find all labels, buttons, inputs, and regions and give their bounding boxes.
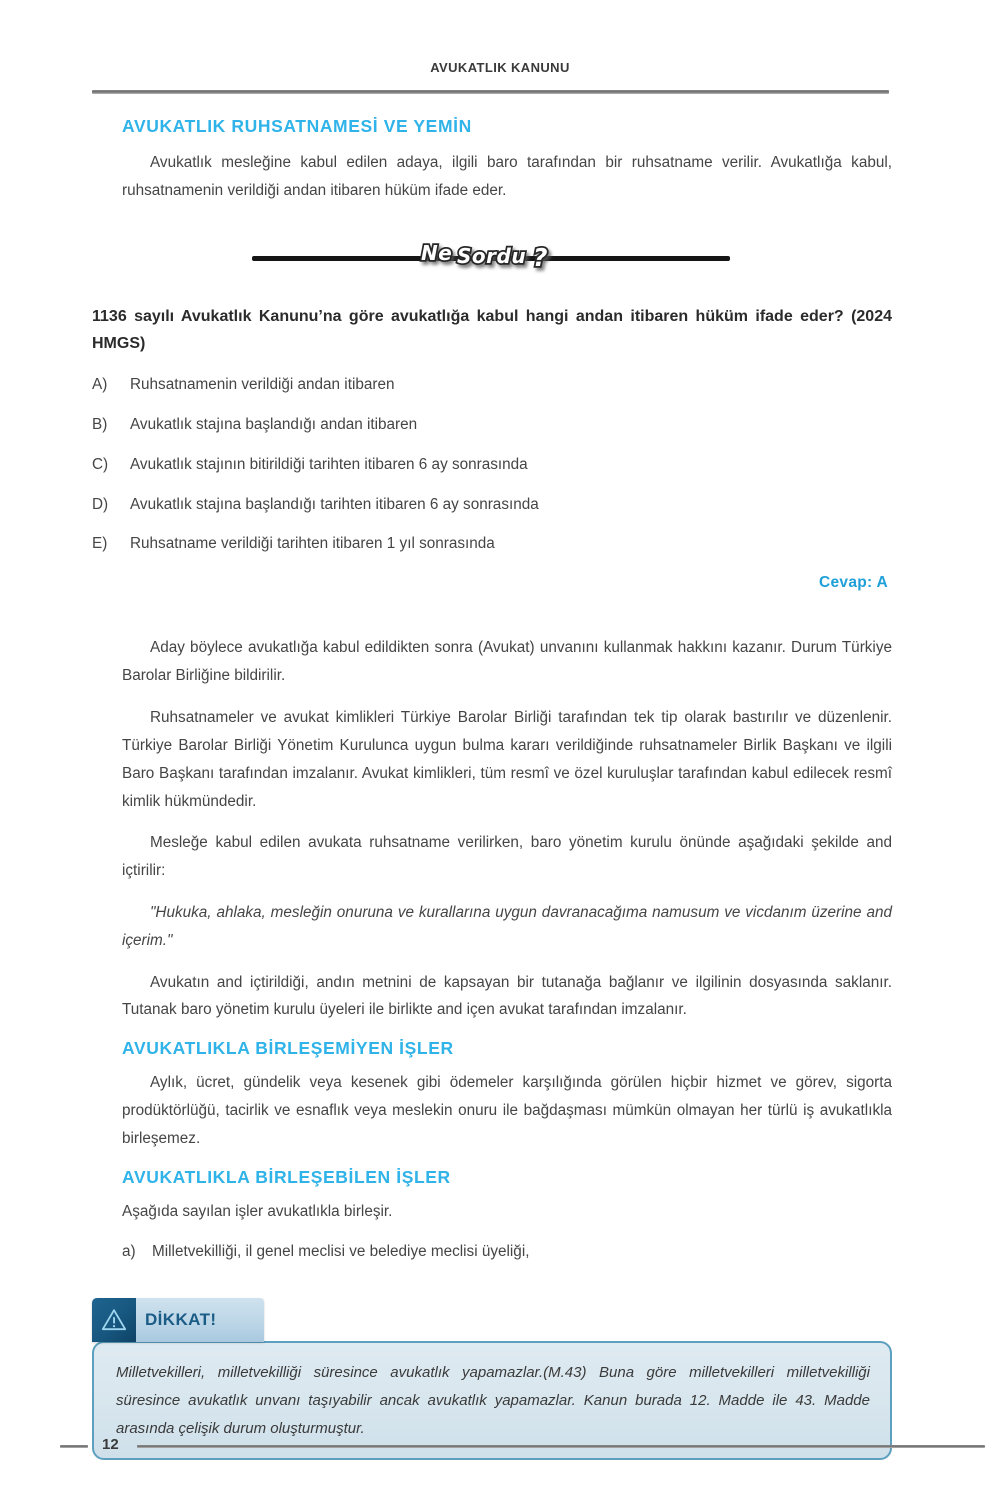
choice-d-label: D) xyxy=(92,495,109,513)
section-paragraph-birlesemiyen: Aylık, ücret, gündelik veya kesenek gibi ödemeler karşılığında görülen hiçbir hizmet ve görev, sigorta prodüktörlüğü, tacirlik ve esnaflık veya meslekin onuru ile bağdaşması mümkün olmayan her türlü iş avukatlıkla birleşemez. xyxy=(122,1074,892,1147)
list-item xyxy=(122,1240,892,1264)
header-divider-rule xyxy=(92,90,889,94)
spacer xyxy=(92,592,892,634)
question-stem: 1136 sayılı Avukatlık Kanunu’na göre avukatlığa kabul hangi andan itibaren hüküm ifade eder? (2024 HMGS) xyxy=(92,307,892,353)
choice-e-text: Ruhsatname verildiği tarihten itibaren 1 yıl sonrasında xyxy=(130,535,495,553)
choice-c-label: C) xyxy=(92,455,109,473)
choice-d[interactable] xyxy=(92,494,892,517)
question-choices xyxy=(92,374,892,557)
oath-quote: "Hukuka, ahlaka, mesleğin onuruna ve kurallarına uygun davranacağıma namusum ve vicdanım üzerine and içerim." xyxy=(122,904,892,949)
svg-text:Ne: Ne xyxy=(421,240,453,265)
body-paragraph-2: Ruhsatnameler ve avukat kimlikleri Türkiye Barolar Birliği tarafından tek tip olarak bastırılır ve düzenlenir. Türkiye Barolar Birliği Yönetim Kurulunca uygun bulma kararı verildiğinde ruhsatnameler Birlik Başkanı ve ilgili Baro Başkanı tarafından imzalanır. Avukat kimlikleri, tüm resmî ve özel kuruluşlar tarafından kabul edilecek resmî kimlik hükmündedir. xyxy=(122,709,892,810)
warning-callout-text: Milletvekilleri, milletvekilliği süresince avukatlık yapamazlar.(M.43) Buna göre milletvekilleri milletvekilliği süresince avukatlık unvanı taşıyabilir ancak avukatlık yapamazlar. Kanun burada 12. Madde ile 43. Madde arasında çelişik durum oluşturmuştur. xyxy=(116,1364,870,1437)
page-number: 12 xyxy=(102,1436,119,1453)
body-paragraph-4: Avukatın and içtirildiği, andın metnini de kapsayan bir tutanağa bağlanır ve ilgilinin dosyasında saklanır. Tutanak baro yönetim kurulu üyeleri ile birlikte and içen avukat tarafından imzalanır. xyxy=(122,973,892,1019)
body-paragraph-3: Mesleğe kabul edilen avukata ruhsatname verilirken, baro yönetim kurulu önünde aşağıdaki şekilde and içtirilir: xyxy=(122,834,892,880)
section-paragraph-ruhsatname: Avukatlık mesleğine kabul edilen adaya, ilgili baro tarafından bir ruhsatname verilir. Avukatlığa kabul, ruhsatnamenin verildiği andan itibaren hüküm ifade eder. xyxy=(122,154,892,199)
choice-b-text: Avukatlık stajına başlandığı andan itibaren xyxy=(130,415,418,433)
list-item-label: a) xyxy=(122,1242,136,1260)
warning-triangle-icon xyxy=(92,1298,136,1342)
warning-callout-title: DİKKAT! xyxy=(145,1310,217,1330)
choice-b-label: B) xyxy=(92,415,108,433)
answer-key: Cevap: A xyxy=(818,574,888,592)
warning-callout-tab xyxy=(92,1298,264,1342)
choice-c[interactable] xyxy=(92,454,892,477)
compatible-jobs-list xyxy=(122,1240,892,1264)
svg-text:?: ? xyxy=(533,242,548,272)
footer-rule-right xyxy=(137,1445,985,1448)
choice-c-text: Avukatlık stajının bitirildiği tarihten itibaren 6 ay sonrasında xyxy=(130,455,528,473)
footer-rule-left xyxy=(60,1445,88,1448)
page-content xyxy=(92,110,892,1460)
section-heading-birlesemiyen: AVUKATLIKLA BİRLEŞEMİYEN İŞLER xyxy=(122,1038,454,1059)
section-intro-birlesebilen: Aşağıda sayılan işler avukatlıkla birleşir. xyxy=(122,1202,393,1220)
choice-a-text: Ruhsatnamenin verildiği andan itibaren xyxy=(130,375,395,393)
choice-b[interactable] xyxy=(92,414,892,437)
body-paragraph-1: Aday böylece avukatlığa kabul edildikten sonra (Avukat) unvanını kullanmak hakkını kazanır. Durum Türkiye Barolar Birliğine bildirilir. xyxy=(122,639,892,685)
running-header: AVUKATLIK KANUNU xyxy=(430,60,570,75)
choice-a[interactable] xyxy=(92,374,892,397)
choice-e[interactable] xyxy=(92,533,892,556)
section-heading-birlesebilen: AVUKATLIKLA BİRLEŞEBİLEN İŞLER xyxy=(122,1166,451,1187)
list-item-text: Milletvekilliği, il genel meclisi ve belediye meclisi üyeliği, xyxy=(152,1242,530,1260)
ne-sordu-divider xyxy=(92,231,892,283)
svg-text:Sordu: Sordu xyxy=(457,243,527,268)
choice-d-text: Avukatlık stajına başlandığı tarihten itibaren 6 ay sonrasında xyxy=(130,495,539,513)
page-footer xyxy=(0,1432,1000,1462)
section-heading-ruhsatname: AVUKATLIK RUHSATNAMESİ VE YEMİN xyxy=(122,116,472,136)
ne-sordu-badge xyxy=(412,233,572,277)
choice-a-label: A) xyxy=(92,375,108,393)
choice-e-label: E) xyxy=(92,535,108,553)
